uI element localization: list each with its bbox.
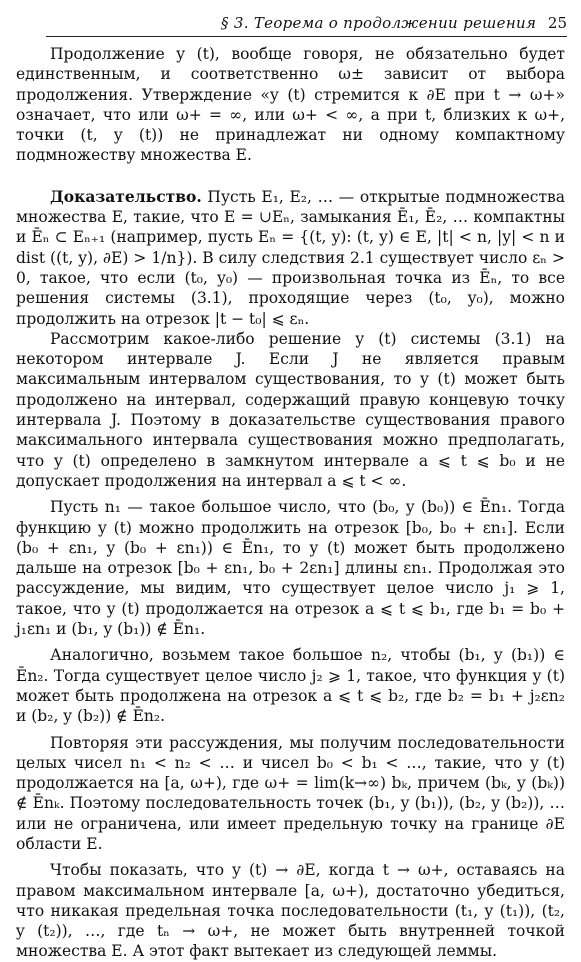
text-body	[16, 44, 565, 962]
running-header	[46, 12, 567, 37]
page-number: 25	[547, 14, 567, 32]
paragraph	[16, 44, 565, 166]
paragraph	[16, 860, 565, 961]
section-title: § 3. Теорема о продолжении решения	[221, 14, 537, 32]
paragraph-text: Повторяя эти рассуждения, мы получим последовательности целых чисел n₁ < n₂ < … и чисел b₀ < b₁ < …, такие, что y (t) продолжается на [a, ω+), где ω+ = lim(k→∞) bₖ, причем (bₖ, y (bₖ)) ∉ Ēnₖ. Поэтому последовательность точек (b₁, y (b₁)), (b₂, y (b₂)), … или не ограничена, или имеет предельную точку на границе ∂E области E.	[16, 733, 565, 853]
paragraph-text: Чтобы показать, что y (t) → ∂E, когда t → ω+, оставаясь на правом максимальном интервале [a, ω+), достаточно убедиться, что никакая предельная точка последовательности (t₁, y (t₁)), (t₂, y (t₂)), …, где tₙ → ω+, не может быть внутренней точкой множества E. А этот факт вытекает из следующей леммы.	[16, 861, 565, 961]
paragraph	[16, 497, 565, 639]
paragraph-text: Продолжение y (t), вообще говоря, не обязательно будет единственным, и соответственно ω± зависит от выбора продолжения. Утверждение «y (t) стремится к ∂E при t → ω+» означает, что или ω+ = ∞, или ω+ < ∞, а при t, близких к ω+, точки (t, y (t)) не принадлежат ни одному компактному подмножеству множества E.	[16, 45, 565, 165]
paragraph-text: Рассмотрим какое-либо решение y (t) системы (3.1) на некотором интервале J. Если J не является правым максимальным интервалом существования, то y (t) может быть продолжено на интервал, содержащий правую концевую точку интервала J. Поэтому в доказательстве существования правого максимального интервала существования можно предполагать, что y (t) определено в замкнутом интервале a ⩽ t ⩽ b₀ и не допускает продолжения на интервал a ⩽ t < ∞.	[16, 329, 565, 490]
paragraph	[16, 645, 565, 726]
paragraph-text: Пусть n₁ — такое большое число, что (b₀, y (b₀)) ∈ Ēn₁. Тогда функцию y (t) можно продолжить на отрезок [b₀, b₀ + εn₁]. Если (b₀ + εn₁, y (b₀ + εn₁)) ∈ Ēn₁, то y (t) может быть продолжено дальше на отрезок [b₀ + εn₁, b₀ + 2εn₁] длины εn₁. Продолжая это рассуждение, мы видим, что существует целое число j₁ ⩾ 1, такое, что y (t) продолжается на отрезок a ⩽ t ⩽ b₁, где b₁ = b₀ + j₁εn₁ и (b₁, y (b₁)) ∉ Ēn₁.	[16, 498, 565, 639]
paragraph-text: Аналогично, возьмем такое большое n₂, чтобы (b₁, y (b₁)) ∈ Ēn₂. Тогда существует целое число j₂ ⩾ 1, такое, что функция y (t) может быть продолжена на отрезок a ⩽ t ⩽ b₂, где b₂ = b₁ + j₂εn₂ и (b₂, y (b₂)) ∉ Ēn₂.	[16, 646, 565, 726]
paragraph-text: Пусть E₁, E₂, … — открытые подмножества множества E, такие, что E = ∪Eₙ, замыкания Ē₁, Ē₂, … компактны и Ēₙ ⊂ Eₙ₊₁ (например, пусть Eₙ = {(t, y): (t, y) ∈ E, |t| < n, |y| < n и dist ((t, y), ∂E) > 1/n}). В силу следствия 2.1 существует число εₙ > 0, такое, что если (t₀, y₀) — произвольная точка из Ēₙ, то все решения системы (3.1), проходящие через (t₀, y₀), можно продолжить на отрезок |t − t₀| ⩽ εₙ.	[16, 187, 565, 328]
paragraph	[16, 733, 565, 855]
proof-label: Доказательство.	[50, 186, 202, 206]
paragraph	[16, 187, 565, 329]
paragraph	[16, 329, 565, 491]
